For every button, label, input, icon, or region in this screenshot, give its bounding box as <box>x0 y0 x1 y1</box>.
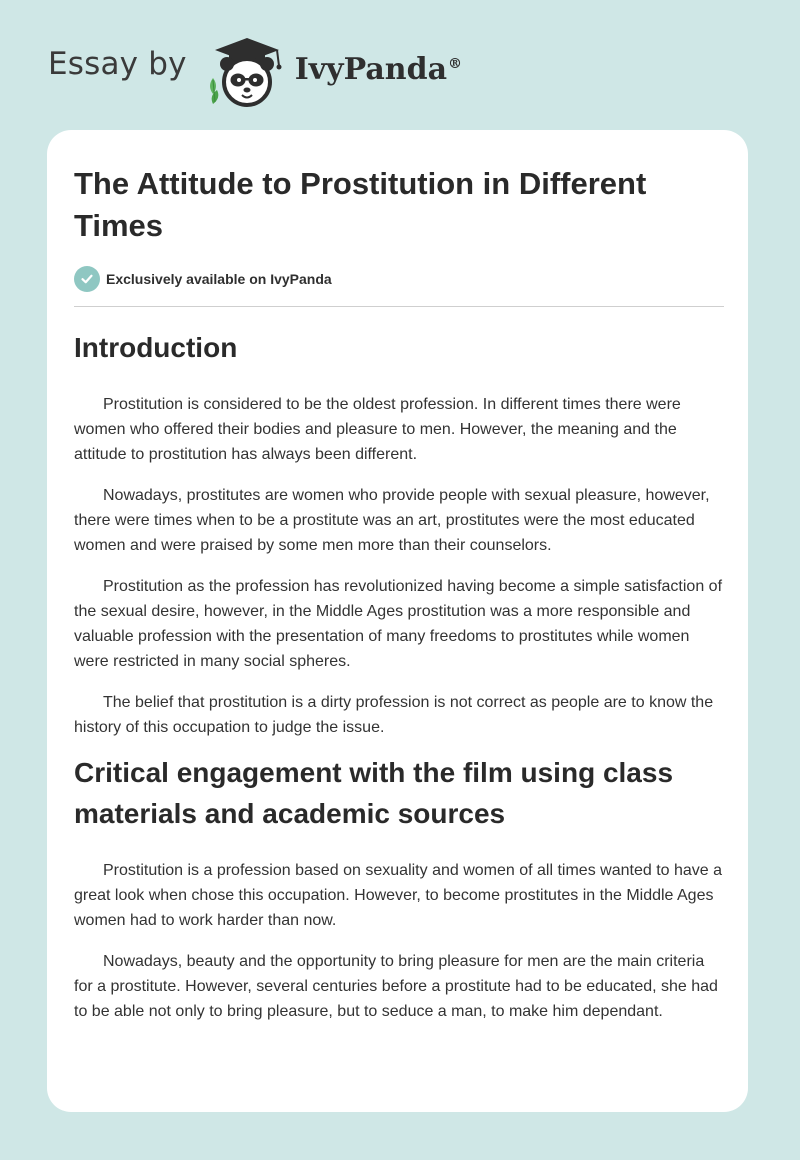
exclusive-badge-text: Exclusively available on IvyPanda <box>106 271 332 287</box>
essay-title: The Attitude to Prostitution in Different Times <box>74 166 647 243</box>
panda-graduate-logo-icon <box>199 30 291 110</box>
paragraph: The belief that prostitution is a dirty profession is not correct as people are to know the history of this occupation to judge the issue. <box>74 694 714 736</box>
brand-name-text: IvyPanda <box>294 51 448 87</box>
paragraph: Prostitution is a profession based on sexuality and women of all times wanted to have a great look when chose this occupation. However, to become prostitutes in the Middle Ages women had to work harder than now. <box>74 862 723 929</box>
paragraph: Nowadays, prostitutes are women who provide people with sexual pleasure, however, there were times when to be a prostitute was an art, prostitutes were the most educated women and were praised by some men more than their counselors. <box>74 487 710 554</box>
paragraph: Prostitution is considered to be the oldest profession. In different times there were women who offered their bodies and pleasure to men. However, the meaning and the attitude to prostitution has always been different. <box>74 396 681 463</box>
site-header <box>48 30 462 110</box>
section-heading-critical-engagement: Critical engagement with the film using class materials and academic sources <box>74 757 674 829</box>
paragraph: Prostitution as the profession has revolutionized having become a simple satisfaction of the sexual desire, however, in the Middle Ages prostitution was a more responsible and valuable profession with the presentation of many freedoms to prostitutes while women were restricted in many social spheres. <box>74 578 723 670</box>
registered-mark: ® <box>448 55 463 72</box>
exclusive-badge <box>74 266 724 292</box>
section-body-introduction <box>74 392 724 740</box>
brand-prefix: Essay by <box>48 46 187 82</box>
essay-card <box>47 130 748 1112</box>
title-divider <box>74 306 724 307</box>
brand-name <box>295 52 462 87</box>
section-body-critical-engagement <box>74 858 724 1024</box>
paragraph: Nowadays, beauty and the opportunity to bring pleasure for men are the main criteria for a prostitute. However, several centuries before a prostitute had to be educated, she had to be able not only to bring pleasure, but to seduce a man, to make him dependant. <box>74 953 718 1020</box>
essay-content <box>74 163 724 1024</box>
section-heading-introduction: Introduction <box>74 332 238 363</box>
check-circle-icon <box>74 266 100 292</box>
